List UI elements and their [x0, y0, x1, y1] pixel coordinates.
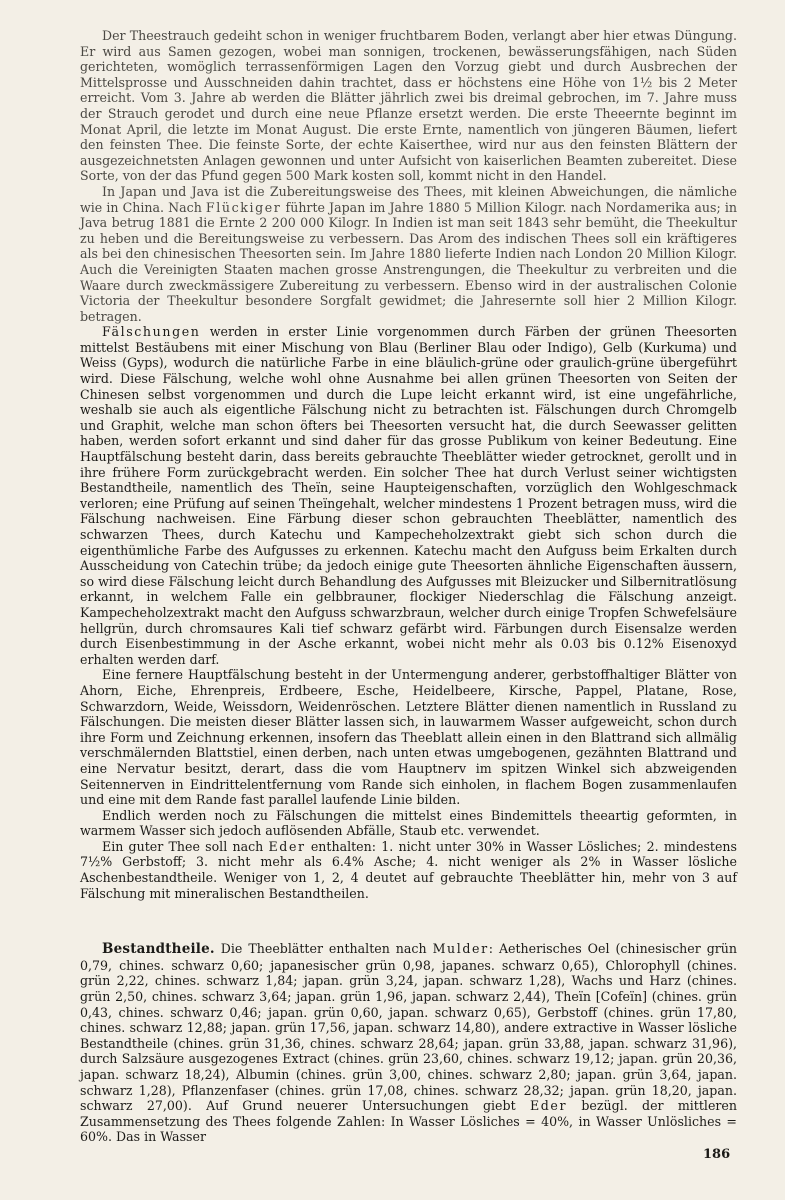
section-heading: Bestandtheile. — [102, 941, 215, 958]
paragraph-text: enthalten: 1. nicht unter 30% in Wasser Lösliches; 2. mindestens 7½% Gerbstoff; 3. nicht mehr als 6.4% Asche; 4. nicht weniger als 2% in Wasser lösliche Aschenbestandtheile. Weniger von 1, 2, 4 deutet auf gebrauchte Theeblätter hin, mehr von 3 auf Fälschung mit mineralischen Bestandtheilen. — [80, 838, 737, 901]
author-name: Eder — [268, 838, 306, 854]
paragraph-text: Die Theeblätter enthalten nach — [214, 941, 433, 957]
paragraph-text: Eine fernere Hauptfälschung besteht in der Untermengung anderer, gerbstoffhaltiger Blätter von Ahorn, Eiche, Ehrenpreis, Erdbeere, Esche, Heidelbeere, Kirsche, Pappel, Platane, Rose, Schwarzdorn, Weide, Weissdorn, Weidenröschen. Letztere Blätter dienen namentlich in Russland zu Fälschungen. Die meisten dieser Blätter lassen sich, in lauwarmem Wasser aufgeweicht, schon durch ihre Form und Zeichnung erkennen, insofern das Theeblatt allein einen in den Blattrand sich allmälig verschmälernden Blattstiel, einen derben, nach unten etwas umgebogenen, gezähnten Blattrand und eine Nervatur besitzt, derart, dass die vom Hauptnerv im spitzen Winkel sich abzweigenden Seitennerven in Eindrittelentfernung vom Rande sich einholen, in flachem Bogen zusammenlaufen und eine mit dem Rande fast parallel laufende Linie bilden. — [80, 667, 737, 808]
paragraph-text: Endlich werden noch zu Fälschungen die mittelst eines Bindemittels theeartig geformten, in warmem Wasser sich jedoch auflösenden Abfälle, Staub etc. verwendet. — [80, 807, 737, 839]
paragraph-text: werden in erster Linie vorgenommen durch Färben der grünen Theesorten mittelst Bestäubens mit einer Mischung von Blau (Berliner Blau oder Indigo), Gelb (Kurkuma) und Weiss (Gyps), wodurch die natürliche Farbe in eine bläulich-grüne oder graulich-grüne übergeführt wird. Diese Fälschung, welche wohl ohne Ausnahme bei allen grünen Theesorten von Seiten der Chinesen selbst vorgenommen und durch die Lupe leicht erkannt wird, ist eine ungefährliche, weshalb sie auch als eigentliche Fälschung nicht zu betrachten ist. Fälschungen durch Chromgelb und Graphit, welche man schon öfters bei Theesorten versucht hat, die durch Seewasser gelitten haben, werden sofort erkannt und sind daher für das grosse Publikum von keiner Bedeutung. Eine Hauptfälschung besteht darin, dass bereits gebrauchte Theeblätter wieder getrocknet, gerollt und in ihre frühere Form zurückgebracht werden. Ein solcher Thee hat durch Verlust seiner wichtigsten Bestandtheile, namentlich des Theïn, seine Haupteigenschaften, vorzüglich den Wohlgeschmack verloren; eine Prüfung auf seinen Theïngehalt, welcher mindestens 1 Prozent betragen muss, wird die Fälschung nachweisen. Eine Färbung dieser schon gebrauchten Theeblätter, namentlich des schwarzen Thees, durch Katechu und Kampecheholzextrakt giebt sich schon durch die eigenthümliche Farbe des Aufgusses zu erkennen. Katechu macht den Aufguss beim Erkalten durch Ausscheidung von Catechin trübe; da jedoch einige gute Theesorten ähnliche Eigenschaften äussern, so wird diese Fälschung leicht durch Behandlung des Aufgusses mit Bleizucker und Silbernitratlösung erkannt, in welchem Falle ein gelbbrauner, flockiger Niederschlag die Fälschung anzeigt. Kampecheholzextrakt macht den Aufguss schwarzbraun, welcher durch einige Tropfen Schwefelsäure hellgrün, durch chromsaures Kali tief schwarz gefärbt wird. Färbungen durch Eisensalze werden durch Eisenbestimmung in der Asche erkannt, wobei nicht mehr als 0.03 bis 0.12% Eisenoxyd erhalten werden darf. — [80, 324, 737, 667]
author-name: Flückiger — [205, 199, 282, 215]
paragraph-eder-criteria — [80, 839, 737, 901]
paragraph-text: : Aetherisches Oel (chinesischer grün 0,79, chines. schwarz 0,60; japanesischer grün 0,98, japanes. schwarz 0,65), Chlorophyll (chines. grün 2,22, chines. schwarz 1,84; japan. grün 3,24, japan. schwarz 1,28), Wachs und Harz (chines. grün 2,50, chines. schwarz 3,64; japan. grün 1,96, japan. schwarz 2,44), Theïn [Cofeïn] (chines. grün 0,43, chines. schwarz 0,46; japan. grün 0,60, japan. schwarz 0,65), Gerbstoff (chines. grün 17,80, chines. schwarz 12,88; japan. grün 17,56, japan. schwarz 14,80), andere extractive in Wasser lösliche Bestandtheile (chines. grün 31,36, chines. schwarz 28,64; japan. grün 33,88, japan. schwarz 31,96), durch Salzsäure ausgezogenes Extract (chines. grün 23,60, chines. schwarz 19,12; japan. grün 20,36, japan. schwarz 18,24), Albumin (chines. grün 3,00, chines. schwarz 2,80; japan. grün 3,64, japan. schwarz 1,28), Pflanzenfaser (chines. grün 17,08, chines. schwarz 28,32; japan. grün 18,20, japan. schwarz 27,00). Auf Grund neuerer Untersuchungen giebt — [80, 941, 737, 1114]
paragraph-text: In Japan und Java ist die Zubereitungsweise des Thees, mit kleinen Abweichungen, die nämliche wie in China. Nach — [80, 183, 737, 215]
paragraph-cultivation — [80, 28, 737, 184]
paragraph-falsifications — [80, 324, 737, 667]
page-number: 186 — [703, 1147, 731, 1162]
section-gap — [80, 901, 737, 941]
paragraph-binding-agents — [80, 808, 737, 839]
paragraph-constituents — [80, 941, 737, 1145]
author-name: Eder — [529, 1098, 568, 1114]
paragraph-text: Der Theestrauch gedeiht schon in weniger fruchtbarem Boden, verlangt aber hier etwas Düngung. Er wird aus Samen gezogen, wobei man sonnigen, trockenen, bewässerungsfähigen, nach Süden gerichteten, womöglich terrassenförmigen Lagen den Vorzug giebt und durch Ausbrechen der Mittelsprosse und Ausschneiden dahin trachtet, dass er höchstens eine Höhe von 1½ bis 2 Meter erreicht. Vom 3. Jahre ab werden die Blätter jährlich zwei bis dreimal gebrochen, im 7. Jahre muss der Strauch gerodet und durch eine neue Pflanze ersetzt werden. Die erste Theeernte beginnt im Monat April, die letzte im Monat August. Die erste Ernte, namentlich von jüngeren Bäumen, liefert den feinsten Thee. Die feinste Sorte, der echte Kaiserthee, wird nur aus den feinsten Blättern der ausgezeichnetsten Anlagen gewonnen und unter Aufsicht von kaiserlichen Beamten zubereitet. Diese Sorte, von der das Pfund gegen 500 Mark kosten soll, kommt nicht in den Handel. — [80, 28, 737, 184]
paragraph-japan-java — [80, 184, 737, 324]
section-term: Fälschungen — [102, 324, 201, 340]
paragraph-text: Ein guter Thee soll nach — [102, 838, 269, 854]
paragraph-text: bezügl. der mittleren Zusammensetzung des Thees folgende Zahlen: In Wasser Lösliches = 40%, in Wasser Unlösliches = 60%. Das in Wasser — [80, 1098, 737, 1145]
paragraph-leaf-admixture — [80, 667, 737, 807]
author-name: Mulder — [432, 941, 489, 957]
paragraph-text: führte Japan im Jahre 1880 5 Million Kilogr. nach Nordamerika aus; in Java betrug 1881 die Ernte 2 200 000 Kilogr. In Indien ist man seit 1843 sehr bemüht, die Theekultur zu heben und die Bereitungsweise zu verbessern. Das Arom des indischen Thees soll ein kräftigeres als bei den chinesischen Theesorten sein. Im Jahre 1880 lieferte Indien nach London 20 Million Kilogr. Auch die Vereinigten Staaten machen grosse Anstrengungen, die Theekultur zu verbreiten und die Waare durch zweckmässigere Zubereitung zu verbessern. Ebenso wird in der australischen Colonie Victoria der Theekultur besondere Sorgfalt gewidmet; die Jahresernte soll hier 2 Million Kilogr. betragen. — [80, 199, 737, 324]
